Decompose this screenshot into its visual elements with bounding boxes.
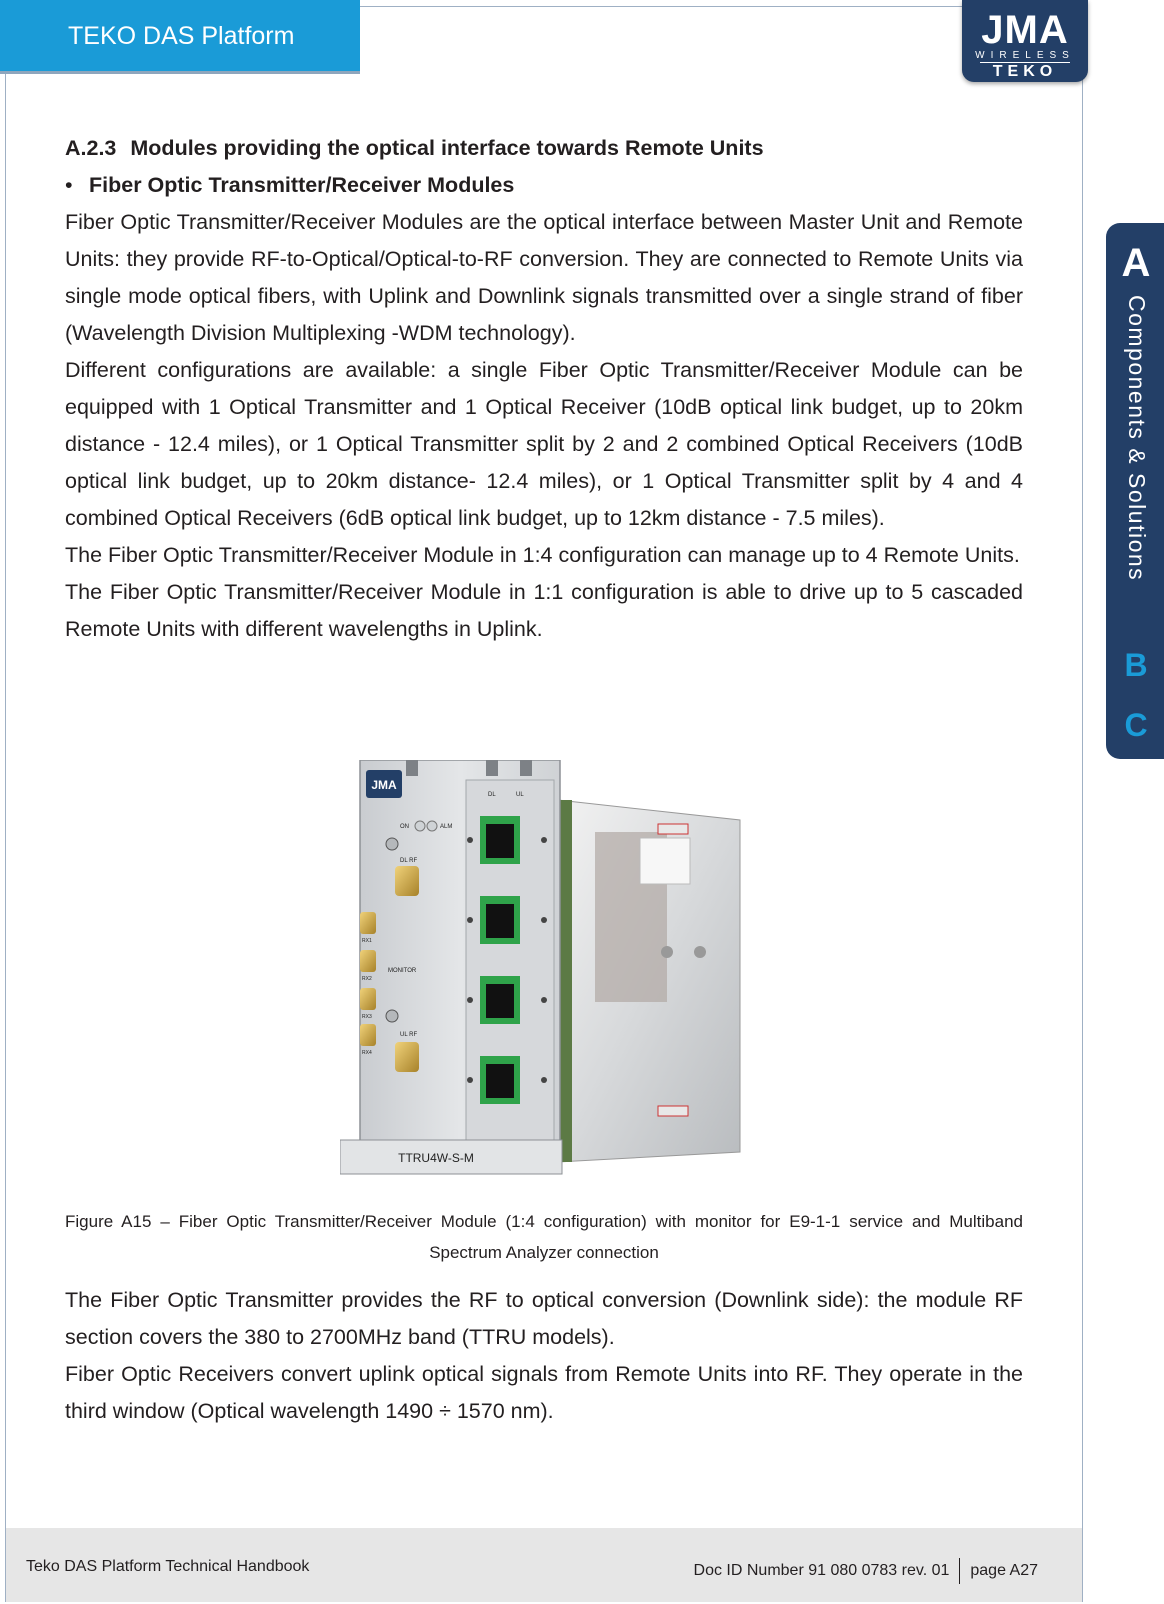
bullet-title: Fiber Optic Transmitter/Receiver Modules xyxy=(89,173,515,197)
section-title: Modules providing the optical interface towards Remote Units xyxy=(130,136,764,160)
label-dl-rf: DL RF xyxy=(400,858,418,864)
module-photo xyxy=(340,760,748,1178)
label-ul: UL xyxy=(516,792,524,798)
red-tag-top xyxy=(658,824,688,834)
header-tab-title: TEKO DAS Platform xyxy=(68,22,295,50)
model-label: TTRU4W-S-M xyxy=(398,1151,474,1165)
section-number: A.2.3 xyxy=(65,136,117,160)
main-content xyxy=(65,130,1023,648)
label-ul-rf: UL RF xyxy=(400,1032,418,1038)
side-letter-b[interactable]: B xyxy=(1124,647,1148,683)
panel-dot xyxy=(467,1077,473,1083)
panel-dot xyxy=(467,837,473,843)
panel-dot xyxy=(467,917,473,923)
jma-teko-logo xyxy=(962,0,1088,82)
rx-label: RX1 xyxy=(362,938,372,944)
optical-port xyxy=(480,896,520,944)
label-dl: DL xyxy=(488,792,496,798)
footer-title: Teko DAS Platform Technical Handbook xyxy=(26,1558,310,1575)
screw xyxy=(694,946,706,958)
optical-port xyxy=(480,976,520,1024)
rx-connector xyxy=(360,950,376,972)
rx-label: RX2 xyxy=(362,976,372,982)
led-on xyxy=(415,821,425,831)
label-monitor: MONITOR xyxy=(388,968,417,974)
paragraph: The Fiber Optic Transmitter/Receiver Module in 1:1 configuration is able to drive up to 5 cascaded Remote Units with different wavelengths in Uplink. xyxy=(65,580,1023,641)
side-letter-c[interactable]: C xyxy=(1124,707,1148,743)
side-section-label: Components & Solutions xyxy=(1124,295,1150,582)
label-on: ON xyxy=(400,824,409,830)
rx-connector xyxy=(360,912,376,934)
after-figure-text xyxy=(65,1282,1023,1430)
section-side-tab xyxy=(1106,223,1164,759)
red-tag-bottom xyxy=(658,1106,688,1116)
page-footer xyxy=(6,1528,1082,1602)
bullet-glyph: • xyxy=(65,173,73,197)
dl-rf-connector xyxy=(395,866,419,896)
header-tab xyxy=(0,0,360,74)
label-alm: ALM xyxy=(440,824,453,830)
top-knob xyxy=(406,760,418,776)
rx-label: RX3 xyxy=(362,1014,372,1020)
logo-main: JMA xyxy=(981,8,1069,52)
footer-separator xyxy=(959,1558,960,1584)
footer-page-number: page A27 xyxy=(970,1562,1038,1580)
rx-label: RX4 xyxy=(362,1050,372,1056)
optical-port xyxy=(480,1056,520,1104)
paragraph: Fiber Optic Transmitter/Receiver Modules are the optical interface between Master Unit and Remote Units: they provide RF-to-Optical/Optical-to-RF conversion. They are connected to Remote Units via single mode optical fibers, with Uplink and Downlink signals transmitted over a single strand of fiber (Wavelength Division Multiplexing -WDM technology). xyxy=(65,210,1023,345)
paragraph: The Fiber Optic Transmitter/Receiver Module in 1:4 configuration can manage up to 4 Remote Units. xyxy=(65,543,1020,567)
screw xyxy=(661,946,673,958)
side-letter-a[interactable]: A xyxy=(1121,241,1151,285)
top-knob xyxy=(520,760,532,776)
panel-dot xyxy=(467,997,473,1003)
rx-connector xyxy=(360,1024,376,1046)
paragraph: Fiber Optic Receivers convert uplink optical signals from Remote Units into RF. They operate in the third window (Optical wavelength 1490 ÷ 1570 nm). xyxy=(65,1362,1023,1423)
reset-hole xyxy=(386,838,398,850)
monitor-hole xyxy=(386,1010,398,1022)
panel-logo-text: JMA xyxy=(371,778,397,792)
panel-dot xyxy=(541,917,547,923)
panel-dot xyxy=(541,837,547,843)
serial-sticker xyxy=(640,838,690,884)
top-knob xyxy=(486,760,498,776)
rx-connector xyxy=(360,988,376,1010)
panel-dot xyxy=(541,997,547,1003)
bullet-heading xyxy=(65,167,1023,204)
paragraph: Different configurations are available: a single Fiber Optic Transmitter/Receiver Module can be equipped with 1 Optical Transmitter and 1 Optical Receiver (10dB optical link budget, up to 20km distance - 12.4 miles), or 1 Optical Transmitter split by 2 and 2 combined Optical Receivers (10dB optical link budget, up to 20km distance- 12.4 miles), or 1 Optical Transmitter split by 4 and 4 combined Optical Receivers (6dB optical link budget, up to 12km distance - 7.5 miles). xyxy=(65,358,1023,530)
paragraph: The Fiber Optic Transmitter provides the RF to optical conversion (Downlink side): the module RF section covers the 380 to 2700MHz band (TTRU models). xyxy=(65,1288,1023,1349)
section-heading xyxy=(65,130,1023,167)
logo-sub: WIRELESS xyxy=(975,50,1075,61)
footer-doc-id: Doc ID Number 91 080 0783 rev. 01 xyxy=(693,1562,950,1580)
panel-dot xyxy=(541,1077,547,1083)
logo-brand: TEKO xyxy=(980,62,1070,81)
figure-caption: Figure A15 – Fiber Optic Transmitter/Receiver Module (1:4 configuration) with monitor for E9-1-1 service and Multiband Spectrum Analyzer connection xyxy=(65,1212,1023,1262)
ul-rf-connector xyxy=(395,1042,419,1072)
optical-port xyxy=(480,816,520,864)
footer-doc-info xyxy=(694,1558,1038,1584)
led-alm xyxy=(427,821,437,831)
